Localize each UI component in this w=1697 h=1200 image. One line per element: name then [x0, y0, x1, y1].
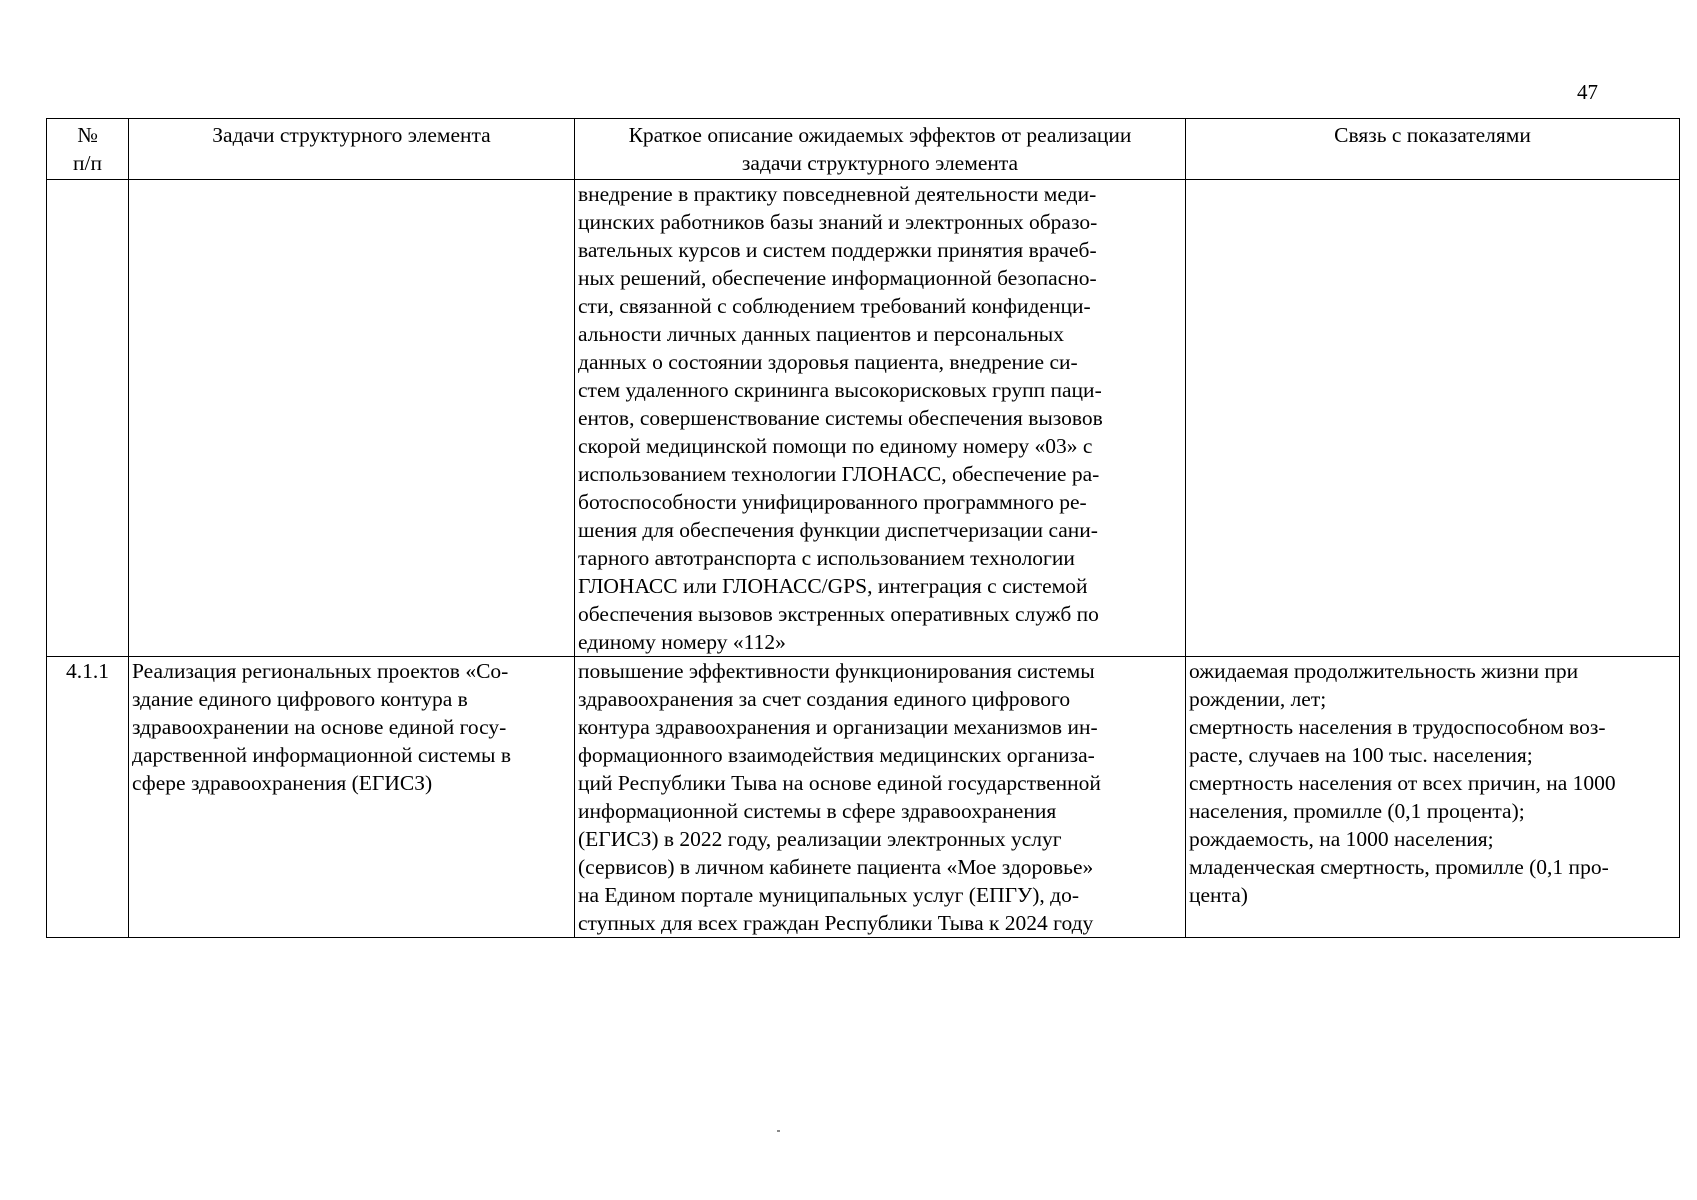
- row-effects: повышение эффективности функционирования системы здравоохранения за счет создания единого цифрового контура здравоохранения и организации механизмов ин- формационного взаимодействия медицинских организа- ций Республики Тыва на основе единой государственной информационной системы в сфере здравоохранения (ЕГИСЗ) в 2022 году, реализации электронных услуг (сервисов) в личном кабинете пациента «Мое здоровье» на Едином портале муниципальных услуг (ЕПГУ), до- ступных для всех граждан Республики Тыва к 2024 году: [575, 657, 1186, 938]
- table-header: [47, 119, 1680, 180]
- header-indicators-label: Связь с показателями: [1334, 123, 1531, 147]
- row-number: 4.1.1: [47, 657, 129, 938]
- row-indicators: [1186, 180, 1680, 657]
- page-number: 47: [1577, 80, 1598, 104]
- row-task: [129, 180, 575, 657]
- measures-table: [46, 118, 1680, 938]
- header-number-label: № п/п: [73, 123, 102, 175]
- header-number: [47, 119, 129, 180]
- row-task: Реализация региональных проектов «Со- здание единого цифрового контура в здравоохранении на основе единой госу- дарственной информационной системы в сфере здравоохранения (ЕГИСЗ): [129, 657, 575, 938]
- header-effects-label: Краткое описание ожидаемых эффектов от реализации задачи структурного элемента: [628, 123, 1132, 175]
- table-row: [47, 180, 1680, 657]
- row-number: [47, 180, 129, 657]
- header-row: [47, 119, 1680, 180]
- header-indicators: [1186, 119, 1680, 180]
- header-tasks: [129, 119, 575, 180]
- row-effects: внедрение в практику повседневной деятельности меди- цинских работников базы знаний и электронных образо- вательных курсов и систем поддержки принятия врачеб- ных решений, обеспечение информационной безопасно- сти, связанной с соблюдением требований конфиденци- альности личных данных пациентов и персональных данных о состоянии здоровья пациента, внедрение си- стем удаленного скрининга высокорисковых групп паци- ентов, совершенствование системы обеспечения вызовов скорой медицинской помощи по единому номеру «03» с использованием технологии ГЛОНАСС, обеспечение ра- ботоспособности унифицированного программного ре- шения для обеспечения функции диспетчеризации сани- тарного автотранспорта с использованием технологии ГЛОНАСС или ГЛОНАСС/GPS, интеграция с системой обеспечения вызовов экстренных оперативных служб по единому номеру «112»: [575, 180, 1186, 657]
- row-indicators: ожидаемая продолжительность жизни при рождении, лет; смертность населения в трудоспособном воз- расте, случаев на 100 тыс. населения; смертность населения от всех причин, на 1000 населения, промилле (0,1 процента); рождаемость, на 1000 населения; младенческая смертность, промилле (0,1 про- цента): [1186, 657, 1680, 938]
- table-row: [47, 657, 1680, 938]
- header-tasks-label: Задачи структурного элемента: [212, 123, 491, 147]
- table-body: [47, 180, 1680, 938]
- scan-mark: [777, 1130, 780, 1132]
- header-effects: [575, 119, 1186, 180]
